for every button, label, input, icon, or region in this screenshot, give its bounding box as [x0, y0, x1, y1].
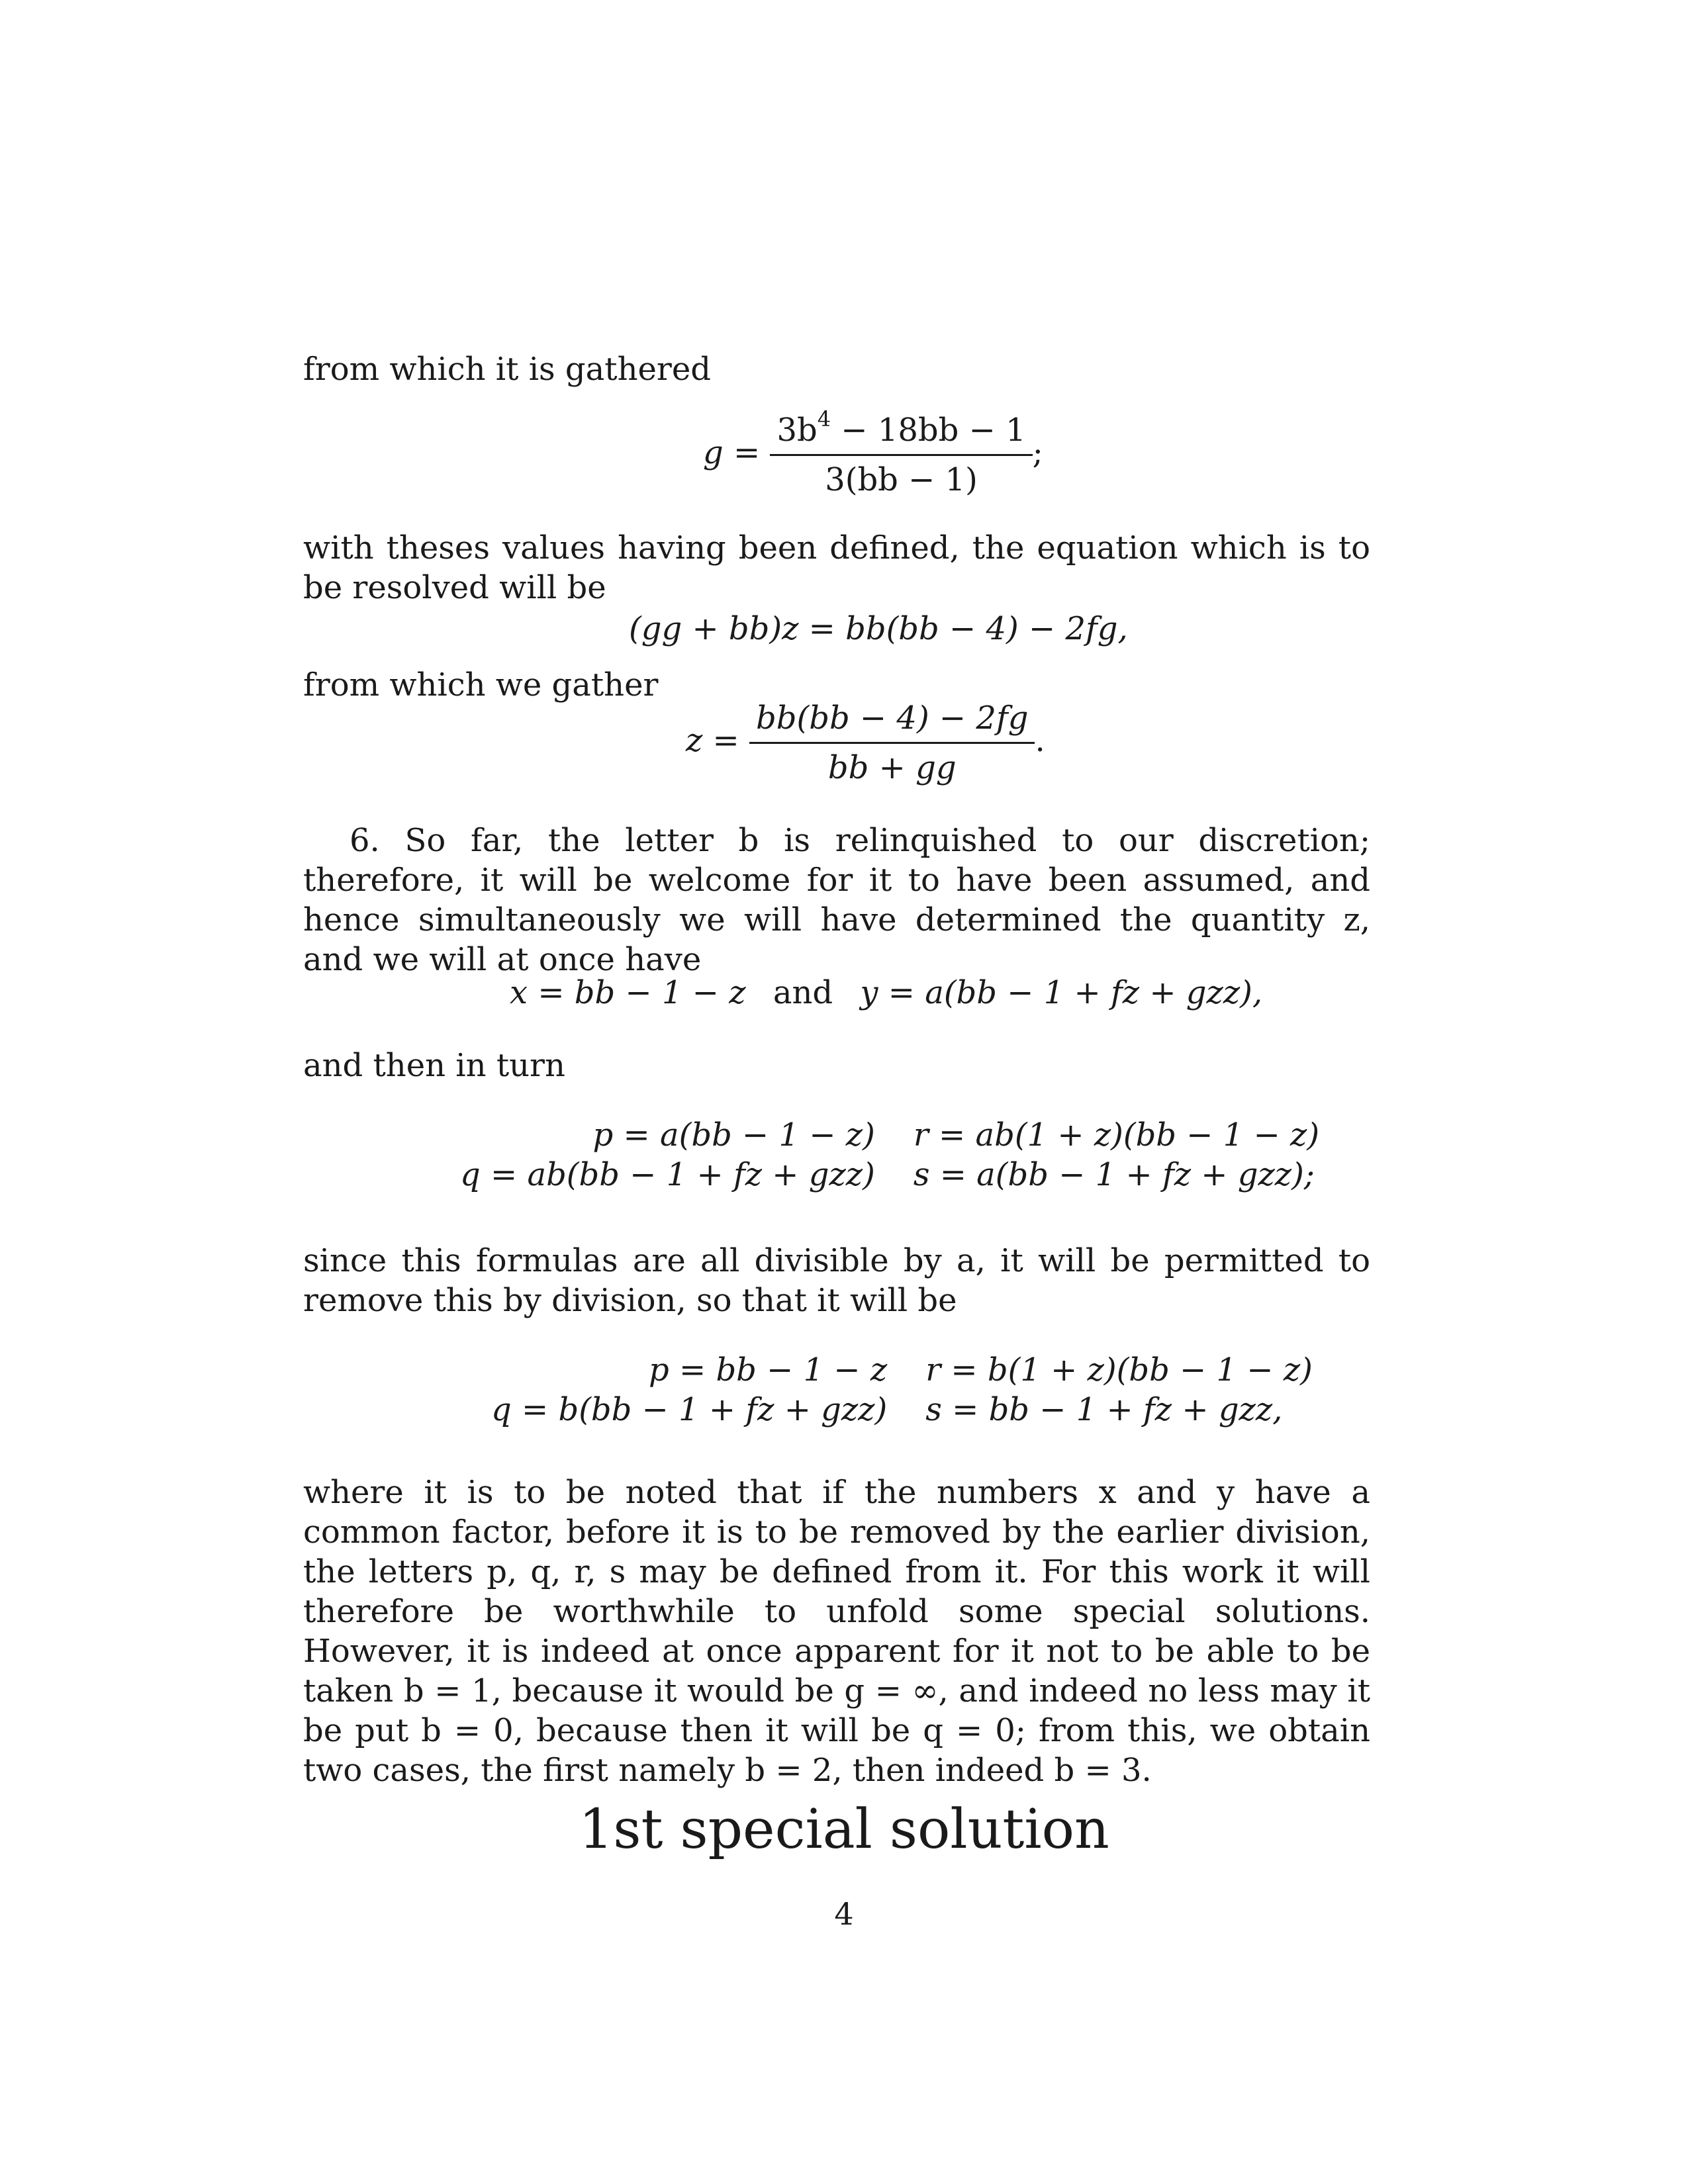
paragraph-intro: from which it is gathered: [303, 351, 711, 388]
equation-g-denominator: 3(bb − 1): [825, 461, 978, 498]
system1-p: p = a(bb − 1 − z): [592, 1116, 875, 1154]
system2-p: p = bb − 1 − z: [648, 1351, 888, 1388]
equation-g-numerator: $3b^4 - 18bb - 1$: [770, 410, 1032, 456]
equation-xy: [510, 973, 1262, 1013]
equation-z-denominator: bb + gg: [827, 749, 957, 786]
system1-r: r = ab(1 + z)(bb − 1 − z): [913, 1116, 1320, 1154]
equation-z-lhs: z =: [686, 722, 739, 759]
section-heading: 1st special solution: [579, 1798, 1109, 1861]
equation-x: x = bb − 1 − z: [510, 974, 746, 1011]
system1-s: s = a(bb − 1 + fz + gzz);: [913, 1156, 1315, 1193]
equation-z-fraction: [749, 698, 1035, 788]
paragraph-gather: from which we gather: [303, 666, 659, 704]
equation-z-tail: .: [1035, 722, 1045, 759]
paragraph-values-defined: with theses values having been defined, the equation which is to be resolved will be: [303, 529, 1370, 606]
system2-q: q = b(bb − 1 + fz + gzz): [491, 1391, 888, 1428]
equation-main: (gg + bb)z = bb(bb − 4) − 2fg,: [629, 610, 1128, 647]
equation-g-fraction: [770, 406, 1032, 500]
paragraph-in-turn: and then in turn: [303, 1047, 565, 1084]
paragraph-6: 6. So far, the letter b is relinquished to our discretion; therefore, it will be welcome for it to have been assumed, and hence simultaneously we will have determined the quantity z, and we will at once have: [303, 822, 1370, 978]
equation-g-tail: ;: [1032, 434, 1043, 471]
equation-system-2: [491, 1350, 1313, 1430]
equation-system-1: [460, 1115, 1319, 1195]
equation-g: [703, 406, 1043, 500]
system1-q: q = ab(bb − 1 + fz + gzz): [460, 1156, 875, 1193]
system2-r: r = b(1 + z)(bb − 1 − z): [925, 1351, 1313, 1388]
equation-z: [686, 698, 1045, 788]
equation-g-lhs: g =: [703, 434, 761, 471]
page-number: 4: [834, 1896, 854, 1932]
paragraph-special-solutions: where it is to be noted that if the numbers x and y have a common factor, before it is to be removed by the earlier division, the letters p, q, r, s may be defined from it. For this work it will therefore be worthwhile to unfold some special solutions. However, it is indeed at once apparent for it not to be able to be taken b = 1, because it would be g = ∞, and indeed no less may it be put b = 0, because then it will be q = 0; from this, we obtain two cases, the first namely b = 2, then indeed b = 3.: [303, 1474, 1370, 1789]
system2-s: s = bb − 1 + fz + gzz,: [925, 1391, 1283, 1428]
equation-y: y = a(bb − 1 + fz + gzz),: [860, 974, 1263, 1011]
equation-and: and: [773, 974, 833, 1011]
paragraph-divisible: since this formulas are all divisible by a, it will be permitted to remove this by division, so that it will be: [303, 1242, 1370, 1319]
equation-z-numerator: bb(bb − 4) − 2fg: [749, 698, 1035, 744]
